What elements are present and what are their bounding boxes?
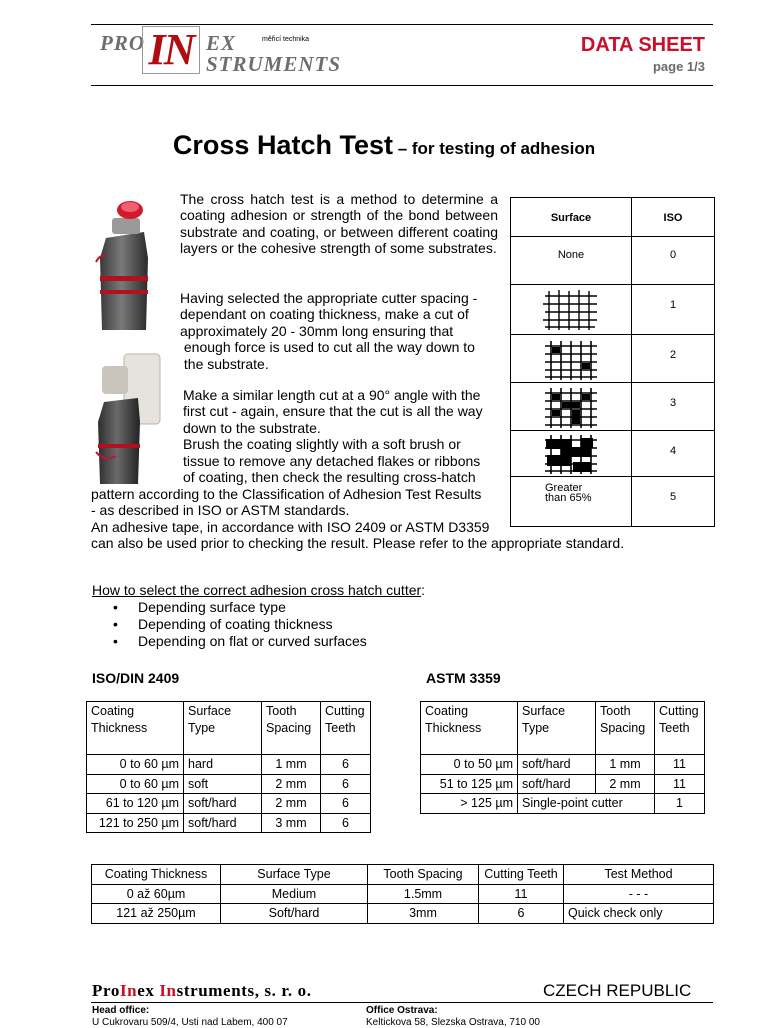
how-to-heading: [92, 582, 425, 598]
header-cell: Tooth Spacing: [262, 702, 321, 755]
table-header-row: [421, 702, 705, 755]
table-cell: 6: [321, 755, 371, 775]
text-line: the substrate.: [180, 355, 269, 372]
text-line: can also be used prior to checking the result. Please refer to the appropriate standard.: [91, 535, 625, 552]
iso-row-value: 0: [669, 249, 677, 261]
cutter-tool-image-1: [94, 198, 158, 330]
table-cell: 61 to 120 µm: [87, 794, 184, 814]
header-cell: Test Method: [564, 865, 714, 885]
iso-row-1: [511, 284, 714, 335]
text-line: enough force is used to cut all the way down to: [180, 339, 475, 356]
table-cell: 6: [321, 774, 371, 794]
cutter-tool-image-2: [94, 352, 162, 484]
header-cell: Cutting Teeth: [655, 702, 705, 755]
title-main: Cross Hatch Test: [172, 130, 393, 160]
table-cell: 2 mm: [262, 774, 321, 794]
header-cell: Surface Type: [221, 865, 368, 885]
table-header-row: [87, 702, 371, 755]
text-line: first cut - again, ensure that the cut is all the way: [183, 403, 483, 420]
logo-ex-text: EX: [206, 31, 237, 55]
page-number: page 1/3: [652, 59, 705, 74]
text-line: An adhesive tape, in accordance with ISO 2409 or ASTM D3359: [91, 518, 490, 535]
list-item: • Depending surface type: [113, 599, 367, 616]
branch-office-label: Office Ostrava:: [366, 1005, 438, 1016]
astm-title: ASTM 3359: [426, 670, 501, 686]
title-sub: – for testing of adhesion: [392, 139, 596, 158]
table-cell: 1.5mm: [368, 884, 479, 904]
iso-row-value: 4: [669, 445, 677, 457]
iso-row-4: [511, 430, 714, 477]
table-cell: - - -: [564, 884, 714, 904]
text-line: tissue to remove any detached flakes or ribbons: [183, 452, 481, 469]
doc-type-title: DATA SHEET: [580, 34, 705, 56]
header-cell: Surface Type: [184, 702, 262, 755]
table-cell: 6: [321, 794, 371, 814]
iso-classification-table: [510, 197, 715, 527]
iso-din-table: [86, 701, 371, 833]
table-cell: 2 mm: [596, 774, 655, 794]
iso-row-0: [511, 236, 714, 285]
table-cell: 11: [479, 884, 564, 904]
iso-row-value: 1: [669, 299, 677, 311]
table-cell: 3mm: [368, 904, 479, 924]
table-cell: Medium: [221, 884, 368, 904]
table-cell: Quick check only: [564, 904, 714, 924]
header-cell: Tooth Spacing: [596, 702, 655, 755]
header-cell: Surface Type: [518, 702, 596, 755]
procedure-paragraph-2: [183, 387, 503, 485]
table-cell: 121 to 250 µm: [87, 813, 184, 833]
logo-pro-text: PRO: [100, 31, 145, 55]
hatch-pattern-4-icon: [543, 434, 599, 474]
table-cell: 121 až 250µm: [92, 904, 221, 924]
cutter-selection-list: [113, 599, 367, 650]
table-row: [92, 904, 714, 924]
table-cell: 0 to 60 µm: [87, 774, 184, 794]
company-part-red: In: [119, 981, 138, 1000]
footer-company-name: [92, 981, 312, 1001]
header-cell: Coating Thickness: [92, 865, 221, 885]
text-line: Make a similar length cut at a 90° angle with the: [183, 387, 481, 403]
table-cell: Single-point cutter: [518, 794, 655, 814]
iso-row-3: [511, 382, 714, 431]
iso-header-surface: Surface: [550, 212, 592, 224]
iso-row-value: 5: [669, 491, 677, 503]
text-line: dependant on coating thickness, make a cut of: [180, 306, 469, 323]
list-item: • Depending of coating thickness: [113, 616, 367, 633]
table-cell: 51 to 125 µm: [421, 774, 518, 794]
astm-table: [420, 701, 705, 814]
table-row: [421, 794, 705, 814]
footer-country: CZECH REPUBLIC: [543, 981, 692, 1000]
table-row: [87, 774, 371, 794]
company-part: Pro: [92, 981, 120, 1000]
hatch-pattern-1-icon: [541, 290, 599, 330]
table-cell: 0 to 60 µm: [87, 755, 184, 775]
table-cell: 2 mm: [262, 794, 321, 814]
page-title: [0, 130, 768, 161]
text-line: of coating, then check the resulting cross-hatch: [183, 469, 476, 486]
table-cell: > 125 µm: [421, 794, 518, 814]
iso-row-value: 3: [669, 397, 677, 409]
table-cell: 1: [655, 794, 705, 814]
iso-din-title: ISO/DIN 2409: [92, 670, 180, 686]
branch-office-address: Keltickova 58, Slezska Ostrava, 710 00: [366, 1017, 540, 1028]
header-cell: Tooth Spacing: [368, 865, 479, 885]
text-line: Brush the coating slightly with a soft brush or: [183, 436, 461, 453]
header-cell: Coating Thickness: [421, 702, 518, 755]
iso-row-surface: None: [557, 249, 585, 261]
intro-paragraph: The cross hatch test is a method to determine a coating adhesion or strength of the bond between substrate and coating, or between different coating layers or the cohesive strength of some substrates.: [180, 191, 498, 257]
table-cell: 6: [321, 813, 371, 833]
text-line: pattern according to the Classification of Adhesion Test Results: [91, 486, 482, 502]
table-cell: hard: [184, 755, 262, 775]
text-line: down to the substrate.: [183, 419, 321, 436]
table-header-row: [92, 865, 714, 885]
how-to-heading-text: How to select the correct adhesion cross hatch cutter: [92, 582, 422, 598]
iso-row-surface: Greater than 65%: [545, 482, 592, 504]
how-to-heading-colon: :: [421, 582, 426, 598]
table-row: [87, 755, 371, 775]
company-part: ex: [137, 981, 160, 1000]
text-line: Having selected the appropriate cutter spacing -: [180, 290, 478, 306]
company-part: struments, s. r. o.: [176, 981, 312, 1000]
quick-selection-table: [91, 864, 714, 924]
table-cell: 11: [655, 774, 705, 794]
iso-row-2: [511, 334, 714, 383]
table-cell: 1 mm: [262, 755, 321, 775]
table-row: [421, 774, 705, 794]
footer-rule: [91, 1002, 713, 1003]
header-cell: Cutting Teeth: [479, 865, 564, 885]
table-row: [87, 794, 371, 814]
table-row: [92, 884, 714, 904]
iso-row-value: 2: [669, 349, 677, 361]
header-cell: Coating Thickness: [87, 702, 184, 755]
head-office-label: Head office:: [92, 1005, 150, 1016]
logo-tagline: měřicí technika: [262, 36, 310, 43]
logo-struments-text: STRUMENTS: [206, 52, 342, 76]
header-rule: [91, 85, 713, 86]
table-cell: soft/hard: [518, 755, 596, 775]
table-cell: soft/hard: [184, 813, 262, 833]
header-cell: Cutting Teeth: [321, 702, 371, 755]
table-cell: Soft/hard: [221, 904, 368, 924]
list-item: • Depending on flat or curved surfaces: [113, 633, 367, 650]
company-logo: [96, 25, 346, 80]
head-office-address: U Cukrovaru 509/4, Usti nad Labem, 400 07: [92, 1017, 288, 1028]
text-line: - as described in ISO or ASTM standards.: [91, 502, 350, 519]
hatch-pattern-3-icon: [543, 387, 599, 429]
hatch-pattern-2-icon: [543, 340, 599, 380]
table-cell: 3 mm: [262, 813, 321, 833]
table-cell: soft: [184, 774, 262, 794]
table-cell: 0 až 60µm: [92, 884, 221, 904]
table-cell: 1 mm: [596, 755, 655, 775]
procedure-paragraph-1: [180, 290, 500, 372]
table-cell: 0 to 50 µm: [421, 755, 518, 775]
table-cell: soft/hard: [518, 774, 596, 794]
table-cell: 11: [655, 755, 705, 775]
logo-in-mark: IN: [142, 26, 200, 74]
table-row: [421, 755, 705, 775]
table-cell: 6: [479, 904, 564, 924]
table-cell: soft/hard: [184, 794, 262, 814]
table-row: [87, 813, 371, 833]
text-line: approximately 20 - 30mm long ensuring that: [180, 322, 454, 339]
company-part-red: In: [159, 981, 177, 1000]
iso-header-iso: ISO: [663, 212, 683, 224]
iso-row-5: [511, 476, 714, 526]
